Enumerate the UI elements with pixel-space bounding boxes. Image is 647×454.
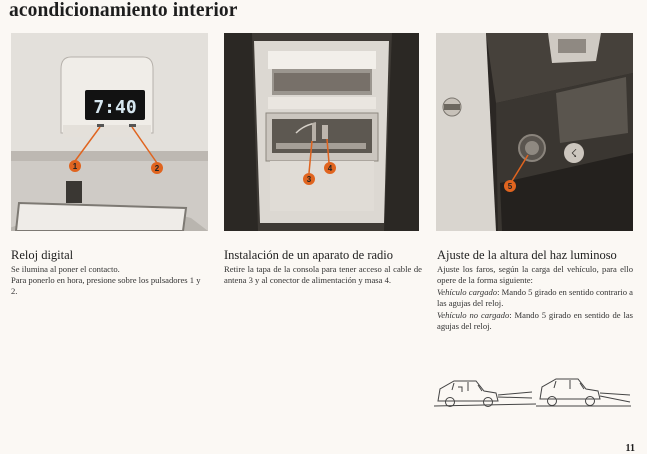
clock-section-title: Reloj digital <box>11 248 74 262</box>
callout-label: 2 <box>154 164 160 173</box>
loaded-car-icon <box>434 381 536 407</box>
console-photo <box>224 33 419 231</box>
callout-label: 5 <box>507 182 513 191</box>
clock-text-1: Se ilumina al poner el contacto. <box>11 264 120 274</box>
clock-photo <box>11 33 208 231</box>
callout-label: 4 <box>327 164 333 173</box>
page-title: acondicionamiento interior <box>9 0 238 21</box>
page-number: 11 <box>625 443 635 454</box>
callout-label: 1 <box>72 162 78 171</box>
clock-text-2: Para ponerlo en hora, presione sobre los pulsadores 1 y 2. <box>11 275 201 296</box>
headlamp-symbol-icon: ☇ <box>570 147 578 160</box>
headlight-text-1: Ajuste los faros, según la carga del vehículo, para ello opere de la forma siguiente: <box>437 264 633 285</box>
radio-text: Retire la tapa de la consola para tener acceso al cable de antena 3 y al conector de alimentación y masa 4. <box>224 264 422 285</box>
clock-display: 7:40 <box>93 97 137 118</box>
radio-section-title: Instalación de un aparato de radio <box>224 248 394 262</box>
dashboard-photo <box>436 33 633 231</box>
unloaded-car-icon <box>536 379 631 406</box>
loaded-text: : Mando 5 girado en sentido contrario a las agujas del reloj. <box>437 287 633 308</box>
headlight-text-loaded <box>437 287 633 309</box>
headlight-text-unloaded <box>437 310 633 332</box>
unloaded-text: : Mando 5 girado en sentido de las agujas del reloj. <box>437 310 633 331</box>
headlight-section-title: Ajuste de la altura del haz luminoso <box>437 248 617 262</box>
unloaded-label: Vehículo no cargado <box>437 310 510 320</box>
callout-label: 3 <box>306 175 312 184</box>
headlight-beam-illustration <box>432 373 632 411</box>
loaded-label: Vehículo cargado <box>437 287 498 297</box>
